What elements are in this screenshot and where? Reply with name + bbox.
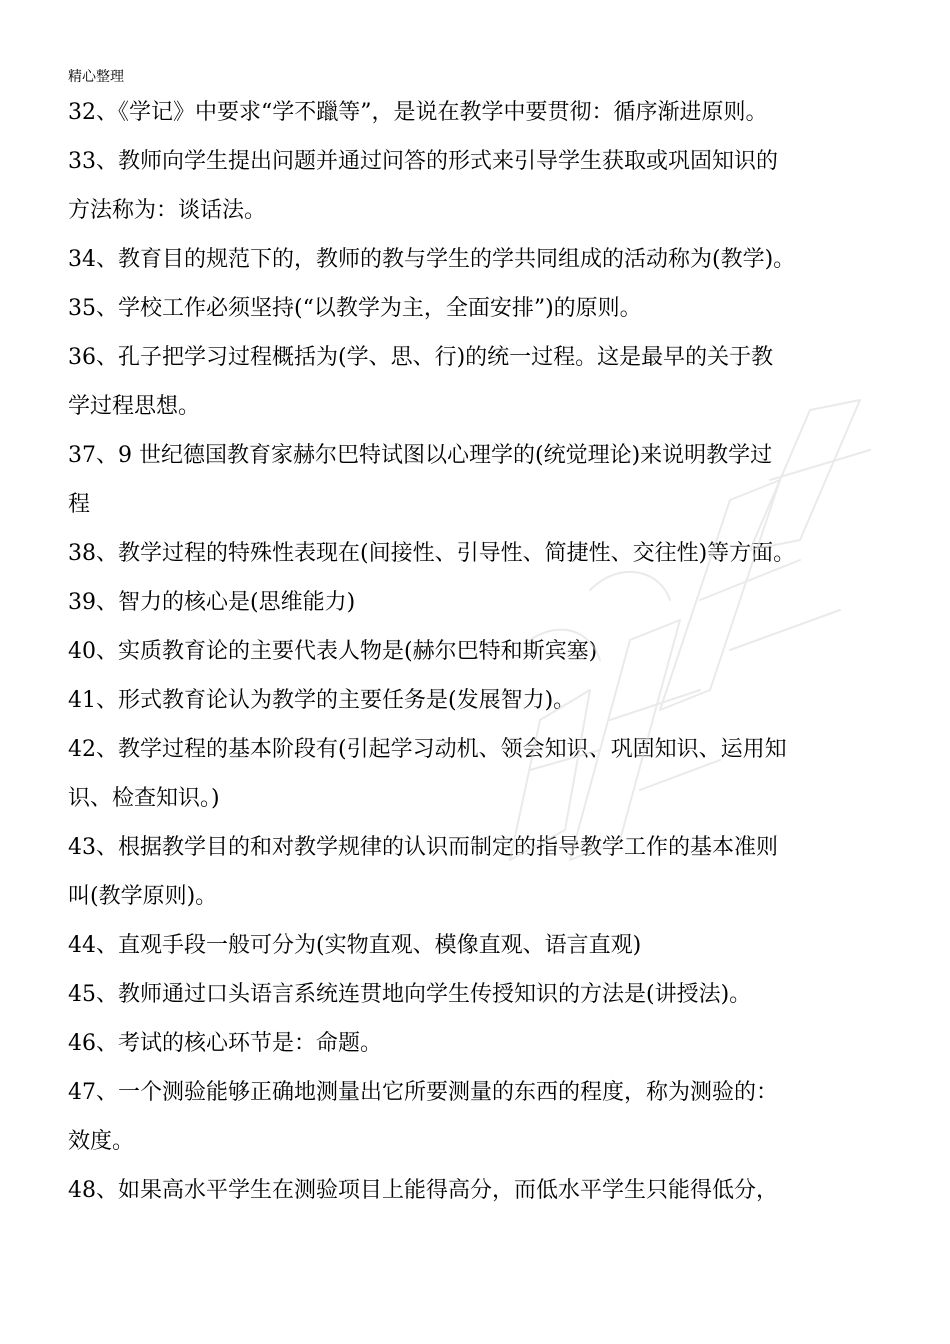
text-line: 44、直观手段一般可分为(实物直观、模像直观、语言直观) [68, 933, 642, 958]
text-line: 35、学校工作必须坚持(“以教学为主，全面安排”)的原则。 [68, 296, 642, 321]
text-line: 36、孔子把学习过程概括为(学、思、行)的统一过程。这是最早的关于教 [68, 345, 774, 370]
text-line: 程 [68, 492, 91, 517]
text-line: 47、一个测验能够正确地测量出它所要测量的东西的程度，称为测验的： [68, 1080, 778, 1105]
text-line: 39、智力的核心是(思维能力) [68, 590, 356, 615]
text-line: 43、根据教学目的和对教学规律的认识而制定的指导教学工作的基本准则 [68, 835, 778, 860]
document-body [68, 88, 888, 1215]
text-line: 方法称为：谈话法。 [68, 198, 267, 223]
text-line: 40、实质教育论的主要代表人物是(赫尔巴特和斯宾塞) [68, 639, 598, 664]
text-line: 效度。 [68, 1129, 135, 1154]
page-header-label: 精心整理 [68, 69, 124, 85]
text-line: 48、如果高水平学生在测验项目上能得高分，而低水平学生只能得低分， [68, 1178, 778, 1203]
text-line: 学过程思想。 [68, 394, 201, 419]
text-line: 32、《学记》中要求“学不躐等”，是说在教学中要贯彻：循序渐进原则。 [68, 100, 768, 125]
text-line: 42、教学过程的基本阶段有(引起学习动机、领会知识、巩固知识、运用知 [68, 737, 787, 762]
text-line: 33、教师向学生提出问题并通过问答的形式来引导学生获取或巩固知识的 [68, 149, 778, 174]
text-line: 38、教学过程的特殊性表现在(间接性、引导性、简捷性、交往性)等方面。 [68, 541, 796, 566]
text-line: 41、形式教育论认为教学的主要任务是(发展智力)。 [68, 688, 576, 713]
text-line: 45、教师通过口头语言系统连贯地向学生传授知识的方法是(讲授法)。 [68, 982, 752, 1007]
text-line: 37、9 世纪德国教育家赫尔巴特试图以心理学的(统觉理论)来说明教学过 [68, 443, 773, 468]
text-line: 识、检查知识。) [68, 786, 220, 811]
text-line: 叫(教学原则)。 [68, 884, 218, 909]
text-line: 46、考试的核心环节是：命题。 [68, 1031, 382, 1056]
text-line: 34、教育目的规范下的，教师的教与学生的学共同组成的活动称为(教学)。 [68, 247, 796, 272]
